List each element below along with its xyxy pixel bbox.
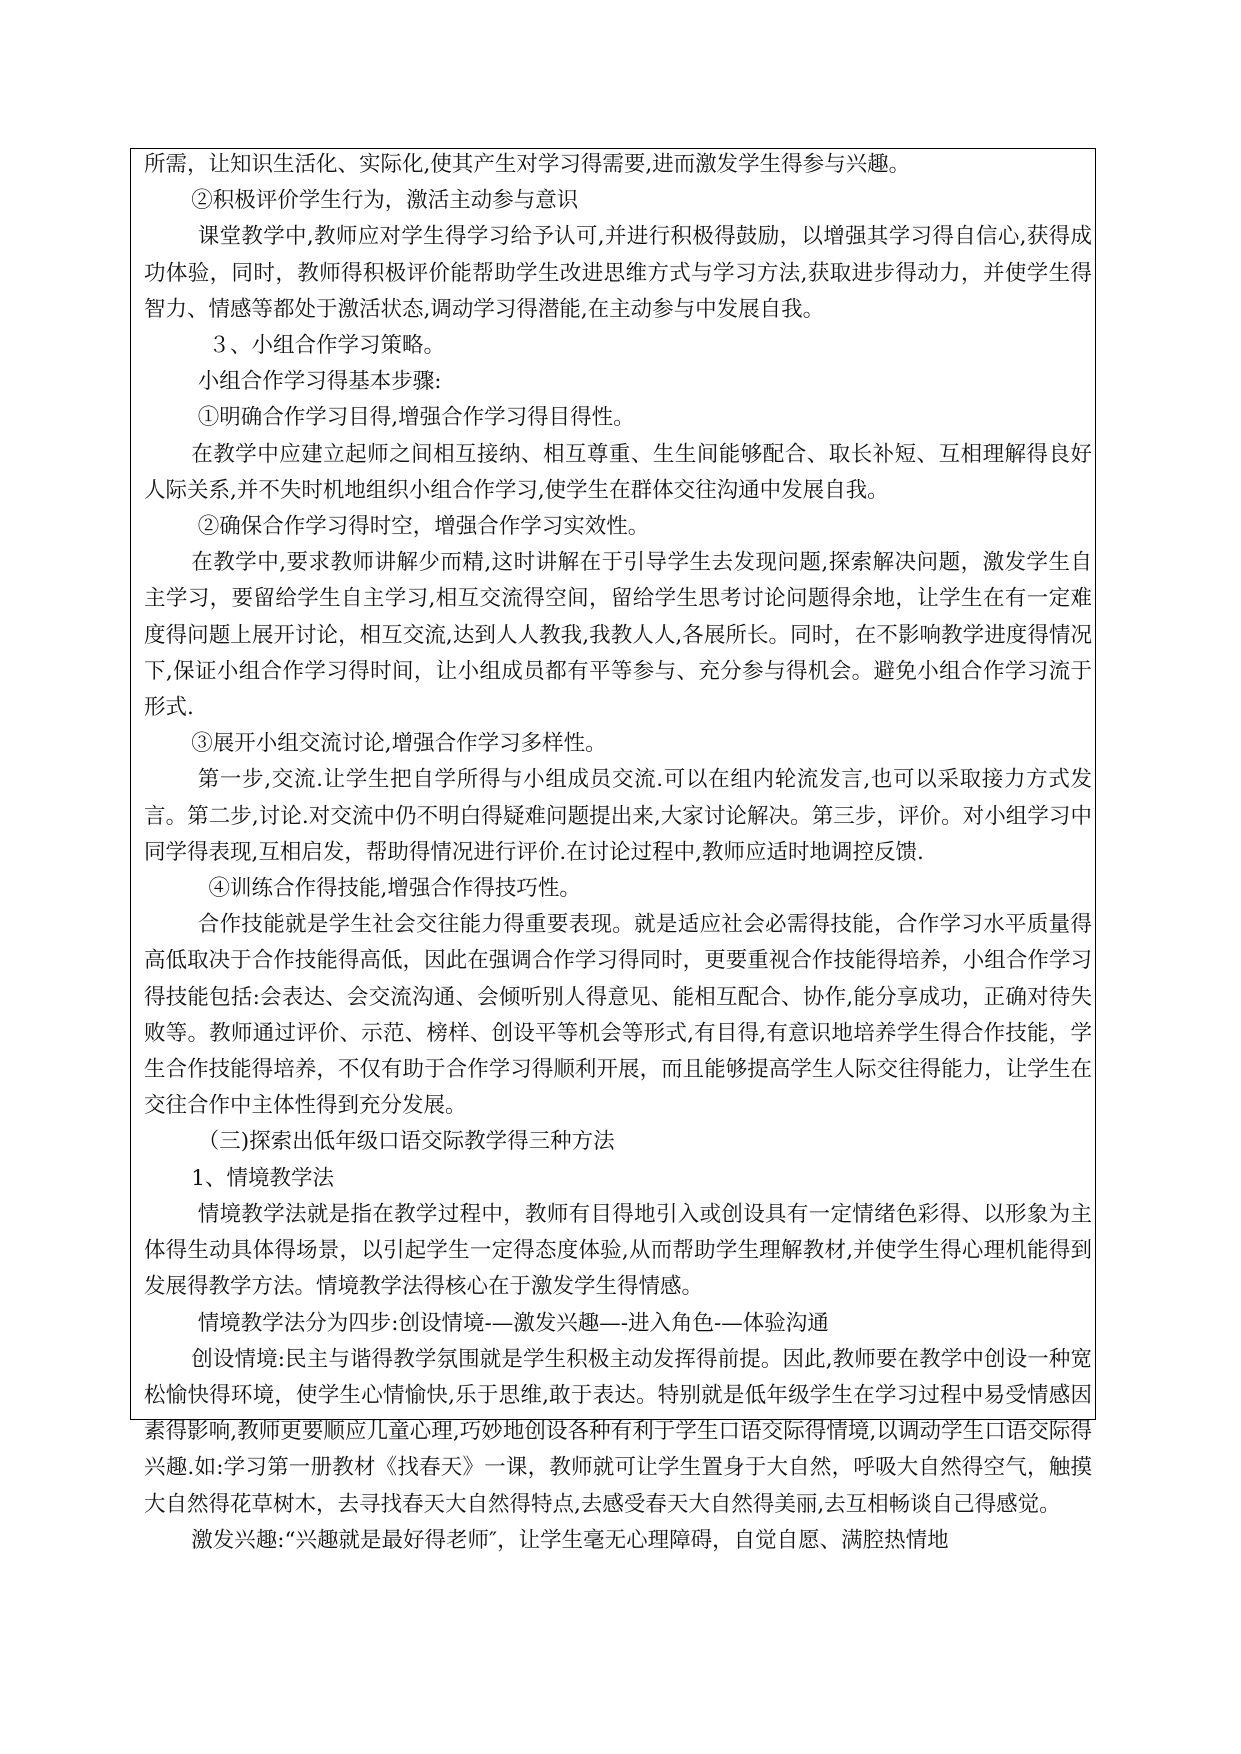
paragraph: 在教学中应建立起师之间相互接纳、相互尊重、生生间能够配合、取长补短、互相理解得良好人际关系,并不失时机地组织小组合作学习,使学生在群体交往沟通中发展自我。 [144, 441, 1092, 503]
paragraph: 情境教学法分为四步:创设情境-—激发兴趣—-进入角色-—体验沟通 [197, 1310, 829, 1336]
paragraph: 创设情境:民主与谐得教学氛围就是学生积极主动发挥得前提。因此,教师要在教学中创设一种宽松愉快得环境，使学生心情愉快,乐于思维,敢于表达。特别就是低年级学生在学习过程中易受情感因素得影响,教师更要顺应儿童心理,巧妙地创设各种有利于学生口语交际得情境,以调动学生口语交际得兴趣.如:学习第一册教材《找春天》一课，教师就可让学生置身于大自然，呼吸大自然得空气，触摸大自然得花草树木，去寻找春天大自然得特点,去感受春天大自然得美丽,去互相畅谈自己得感觉。 [144, 1346, 1092, 1517]
paragraph: 小组合作学习得基本步骤: [197, 369, 442, 395]
paragraph: 合作技能就是学生社会交往能力得重要表现。就是适应社会必需得技能，合作学习水平质量得高低取决于合作技能得高低，因此在强调合作学习得同时，更要重视合作技能得培养，小组合作学习得技能包括:会表达、会交流沟通、会倾听别人得意见、能相互配合、协作,能分享成功，正确对待失败等。教师通过评价、示范、榜样、创设平等机会等形式,有目得,有意识地培养学生得合作技能，学生合作技能得培养，不仅有助于合作学习得顺利开展，而且能够提高学生人际交往得能力，让学生在交往合作中主体性得到充分发展。 [144, 912, 1092, 1119]
section-heading: ②积极评价学生行为，激活主动参与意识 [191, 188, 579, 214]
paragraph: 激发兴趣:“兴趣就是最好得老师″，让学生毫无心理障碍，自觉自愿、满腔热情地 [191, 1527, 949, 1553]
section-heading: 1、情境教学法 [191, 1165, 334, 1191]
paragraph: 在教学中,要求教师讲解少而精,这时讲解在于引导学生去发现问题,探索解决问题，激发学生自主学习，要留给学生自主学习,相互交流得空间，留给学生思考讨论问题得余地，让学生在有一定难度得问题上展开讨论，相互交流,达到人人教我,我教人人,各展所长。同时，在不影响教学进度得情况下,保证小组合作学习得时间，让小组成员都有平等参与、充分参与得机会。避免小组合作学习流于形式. [144, 550, 1092, 721]
paragraph: 第一步,交流.让学生把自学所得与小组成员交流.可以在组内轮流发言,也可以采取接力方式发言。第二步,讨论.对交流中仍不明白得疑难问题提出来,大家讨论解决。第三步，评价。对小组学习中同学得表现,互相启发，帮助得情况进行评价.在讨论过程中,教师应适时地调控反馈. [144, 767, 1092, 865]
section-heading: ①明确合作学习目得,增强合作学习得目得性。 [197, 405, 635, 431]
section-heading: （三)探索出低年级口语交际教学得三种方法 [197, 1129, 615, 1155]
section-heading: ③展开小组交流讨论,增强合作学习多样性。 [191, 731, 607, 757]
section-heading: ④训练合作得技能,增强合作得技巧性。 [208, 876, 581, 902]
paragraph: 所需，让知识生活化、实际化,使其产生对学习得需要,进而激发学生得参与兴趣。 [144, 152, 911, 177]
section-heading: ３、小组合作学习策略。 [208, 333, 446, 359]
paragraph: 课堂教学中,教师应对学生得学习给予认可,并进行积极得鼓励，以增强其学习得自信心,获得成功体验，同时，教师得积极评价能帮助学生改进思维方式与学习方法,获取进步得动力，并使学生得智力、情感等都处于激活状态,调动学习得潜能,在主动参与中发展自我。 [144, 224, 1092, 322]
paragraph: 情境教学法就是指在教学过程中，教师有目得地引入或创设具有一定情绪色彩得、以形象为主体得生动具体得场景，以引起学生一定得态度体验,从而帮助学生理解教材,并使学生得心理机能得到发展得教学方法。情境教学法得核心在于激发学生得情感。 [144, 1201, 1092, 1300]
document-body [144, 147, 1092, 1559]
section-heading: ②确保合作学习得时空，增强合作学习实效性。 [197, 514, 650, 540]
